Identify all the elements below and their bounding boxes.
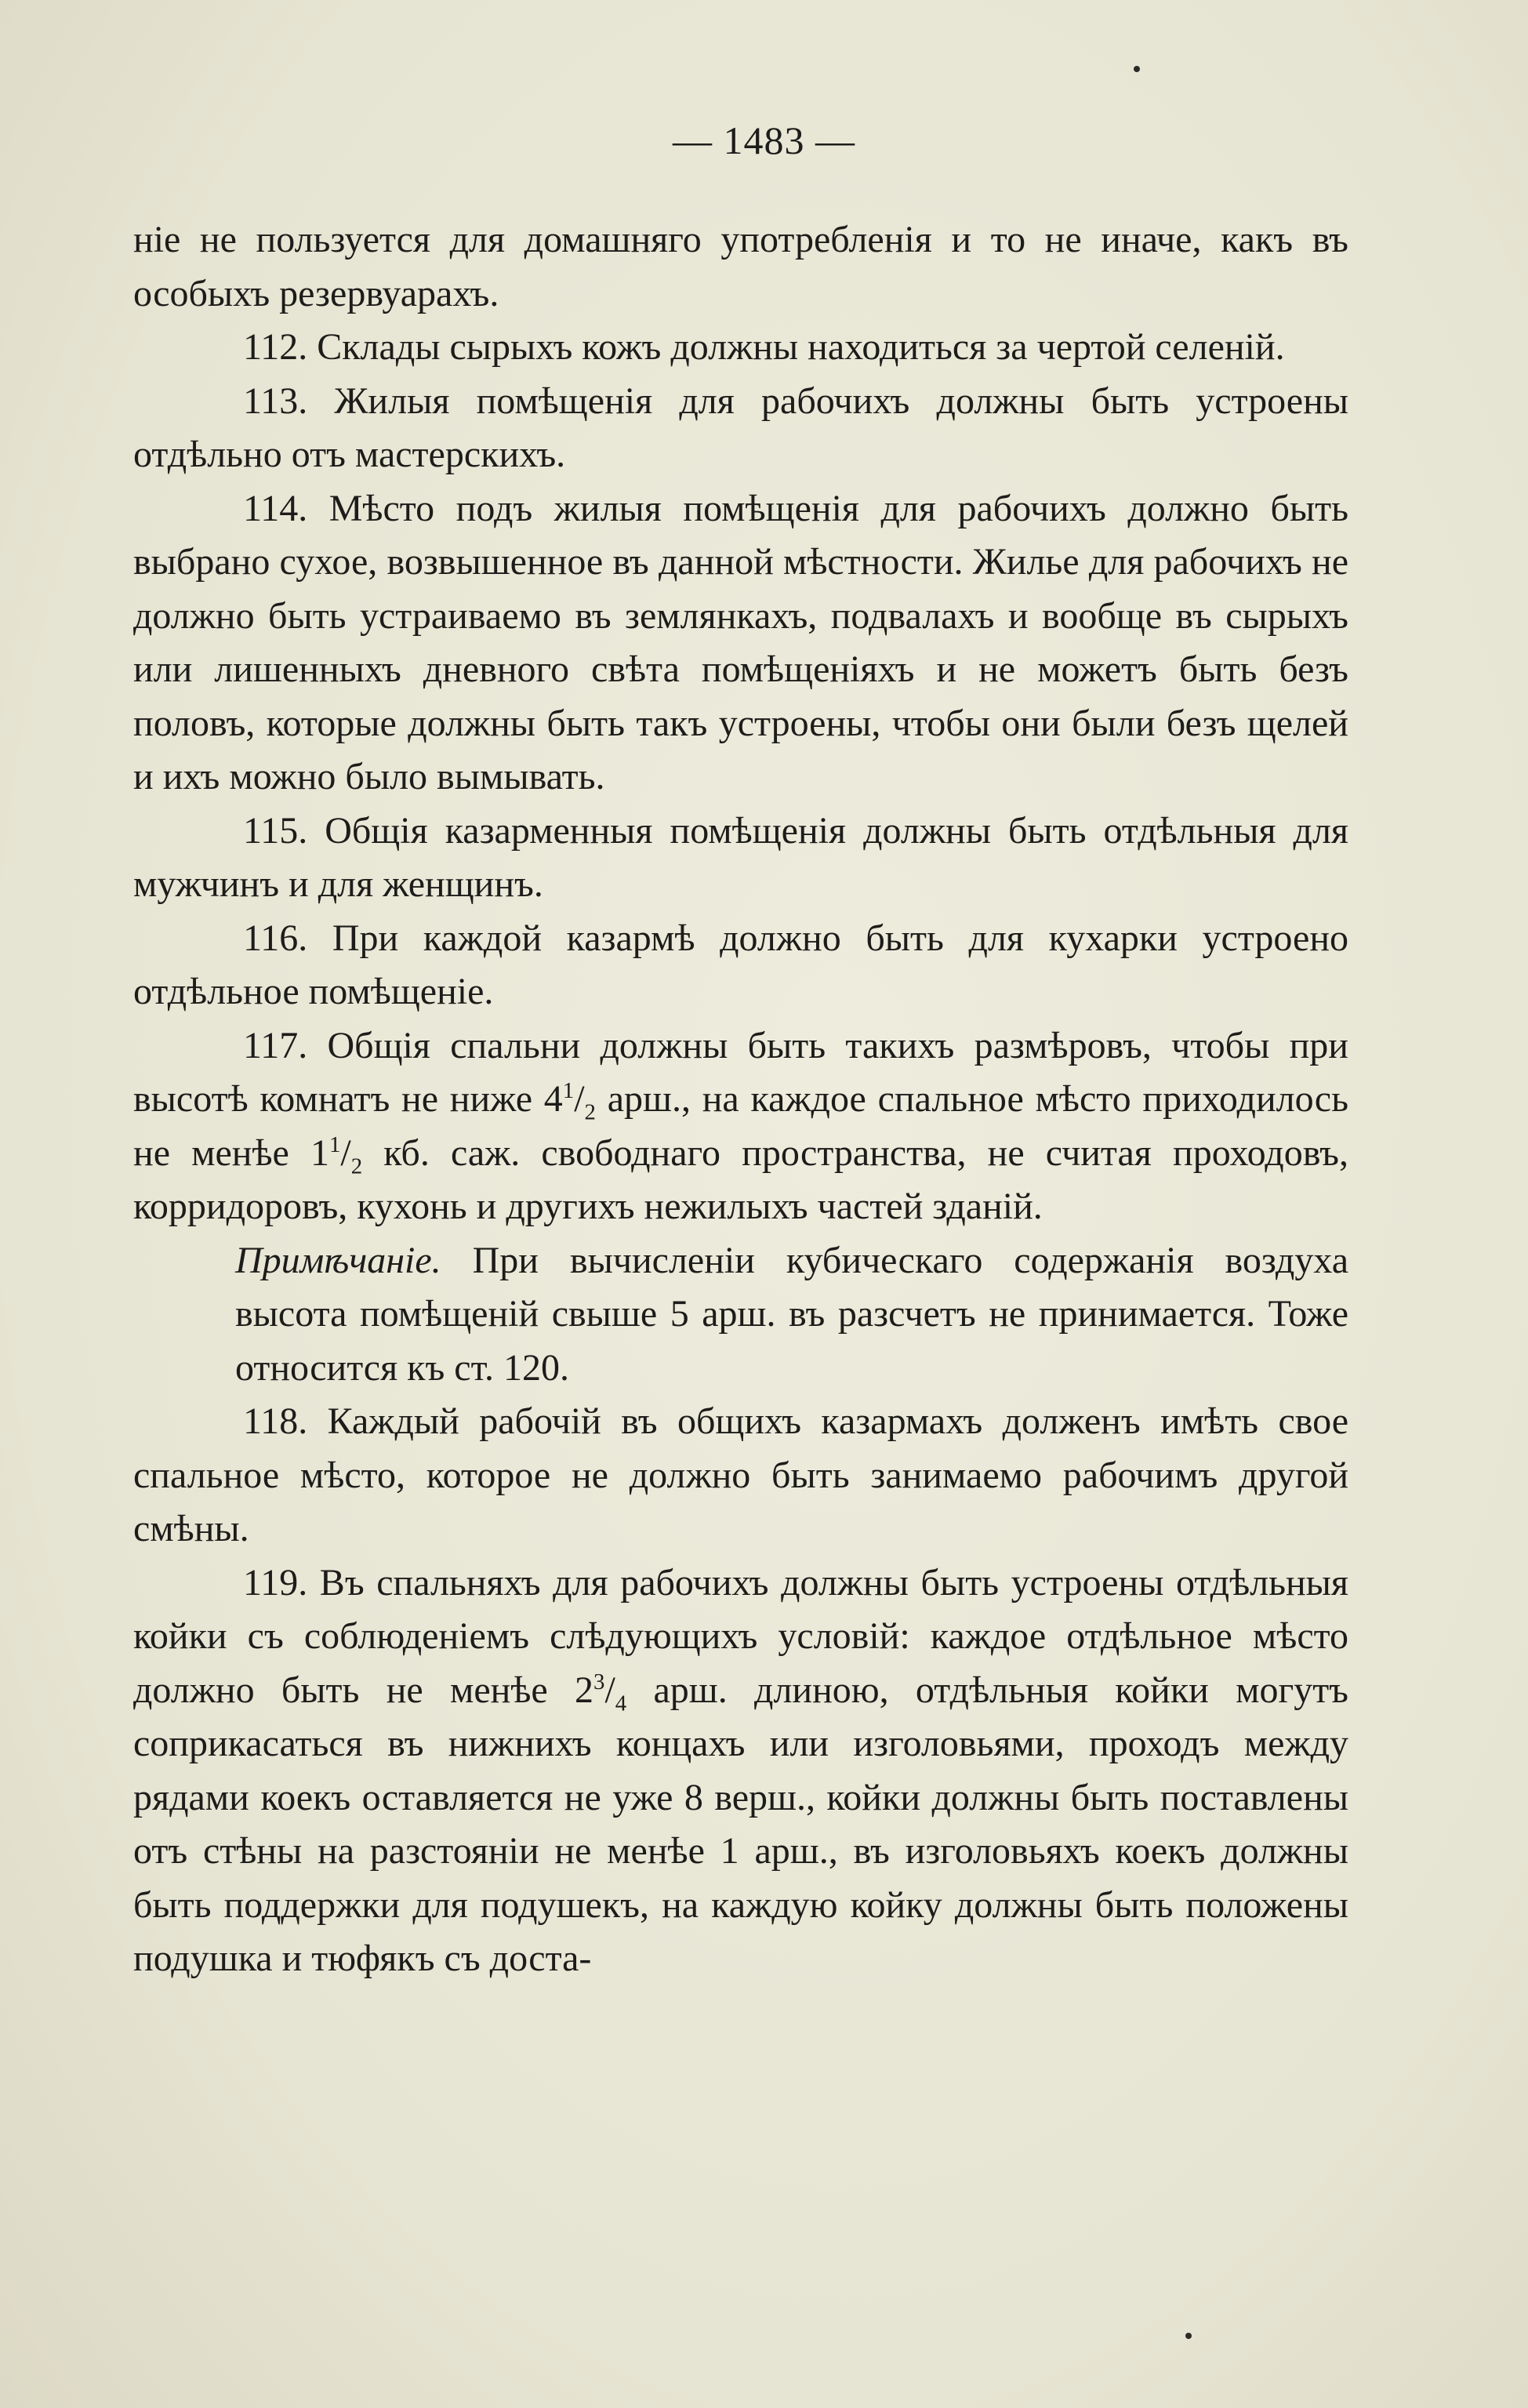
note-text: При вычисленіи кубическаго содержанія воздуха высота помѣщеній свыше 5 арш. въ разсчетъ не принимается. Тоже относится къ ст. 120. [235, 1239, 1348, 1389]
p119-frac-den: 4 [615, 1691, 627, 1716]
paragraph-119: 119. Въ спальняхъ для рабочихъ должны быть устроены отдѣльныя койки съ соблюденіемъ слѣдующихъ условій: каждое отдѣльное мѣсто должно быть не менѣе $2^3/_4$ арш. длиною, отдѣльныя койки могутъ соприкасаться въ нижнихъ концахъ или изголовьями, проходъ между рядами коекъ оставляется не уже 8 верш., койки должны быть поставлены отъ стѣны на разстояніи не менѣе 1 арш., въ изголовьяхъ коекъ должны быть поддержки для подушекъ, на каждую койку должны быть положены подушка и тюфякъ съ доста- [133, 1561, 1349, 1979]
paragraph-114: 114. Мѣсто подъ жилыя помѣщенія для рабочихъ должно быть выбрано сухое, возвышенное въ данной мѣстности. Жилье для рабочихъ не должно быть устраиваемо въ землянкахъ, подвалахъ и вообще въ сырыхъ или лишенныхъ дневного свѣта помѣщеніяхъ и не можетъ быть безъ половъ, которые должны быть такъ устроены, чтобы они были безъ щелей и ихъ можно было вымывать. [133, 487, 1348, 797]
note-paragraph [133, 1234, 1348, 1396]
page-number: — 1483 — [673, 118, 855, 162]
paragraph-112: 112. Склады сырыхъ кожъ должны находиться за чертой селеній. [243, 326, 1285, 368]
paper-speck [1185, 2333, 1192, 2339]
paragraph-113: 113. Жилыя помѣщенія для рабочихъ должны быть устроены отдѣльно отъ мастерскихъ. [133, 380, 1348, 475]
paper-speck [1134, 66, 1140, 72]
paragraph-115: 115. Общія казарменныя помѣщенія должны быть отдѣльныя для мужчинъ и для женщинъ. [133, 809, 1348, 905]
p117-part3: кб. саж. свободнаго пространства, не считая проходовъ, корридоровъ, кухонь и другихъ нежилыхъ частей зданій. [133, 1131, 1348, 1227]
p117-part1: 117. Общія спальни должны быть такихъ размѣровъ, чтобы при высотѣ комнатъ не ниже 4 [133, 1024, 1348, 1120]
p117-part2: арш., на каждое спальное мѣсто приходилось не менѣе 1 [133, 1078, 1348, 1174]
p117-frac2-num: 1 [328, 1131, 341, 1157]
p119-part2: арш. длиною, отдѣльныя койки могутъ соприкасаться въ нижнихъ концахъ или изголовьями, проходъ между рядами коекъ оставляется не уже 8 верш., койки должны быть поставлены отъ стѣны на разстояніи не менѣе 1 арш., въ изголовьяхъ коекъ должны быть поддержки для подушекъ, на каждую койку должны быть положены подушка и тюфякъ съ доста- [133, 1669, 1349, 1979]
p117-frac1-den: 2 [584, 1099, 596, 1125]
p117-frac1-num: 1 [562, 1078, 575, 1103]
paragraph-116: 116. При каждой казармѣ должно быть для кухарки устроено отдѣльное помѣщеніе. [133, 917, 1348, 1012]
paragraph-118: 118. Каждый рабочій въ общихъ казармахъ долженъ имѣть свое спальное мѣсто, которое не должно быть занимаемо рабочимъ другой смѣны. [133, 1400, 1348, 1549]
paragraph-continuation: ніе не пользуется для домашняго употребленія и то не иначе, какъ въ особыхъ резервуарахъ. [133, 219, 1348, 314]
paragraph-117: 117. Общія спальни должны быть такихъ размѣровъ, чтобы при высотѣ комнатъ не ниже $4^1/_2$ арш., на каждое спальное мѣсто приходилось не менѣе $1^1/_2$ кб. саж. свободнаго пространства, не считая проходовъ, корридоровъ, кухонь и другихъ нежилыхъ частей зданій. [133, 1024, 1348, 1227]
text-body [133, 213, 1348, 1986]
p119-part1: 119. Въ спальняхъ для рабочихъ должны быть устроены отдѣльныя койки съ соблюденіемъ слѣдующихъ условій: каждое отдѣльное мѣсто должно быть не менѣе 2 [133, 1561, 1348, 1711]
p117-frac2-den: 2 [350, 1153, 363, 1179]
note-label: Примѣчаніе. [235, 1239, 441, 1281]
p119-frac-num: 3 [593, 1669, 605, 1694]
